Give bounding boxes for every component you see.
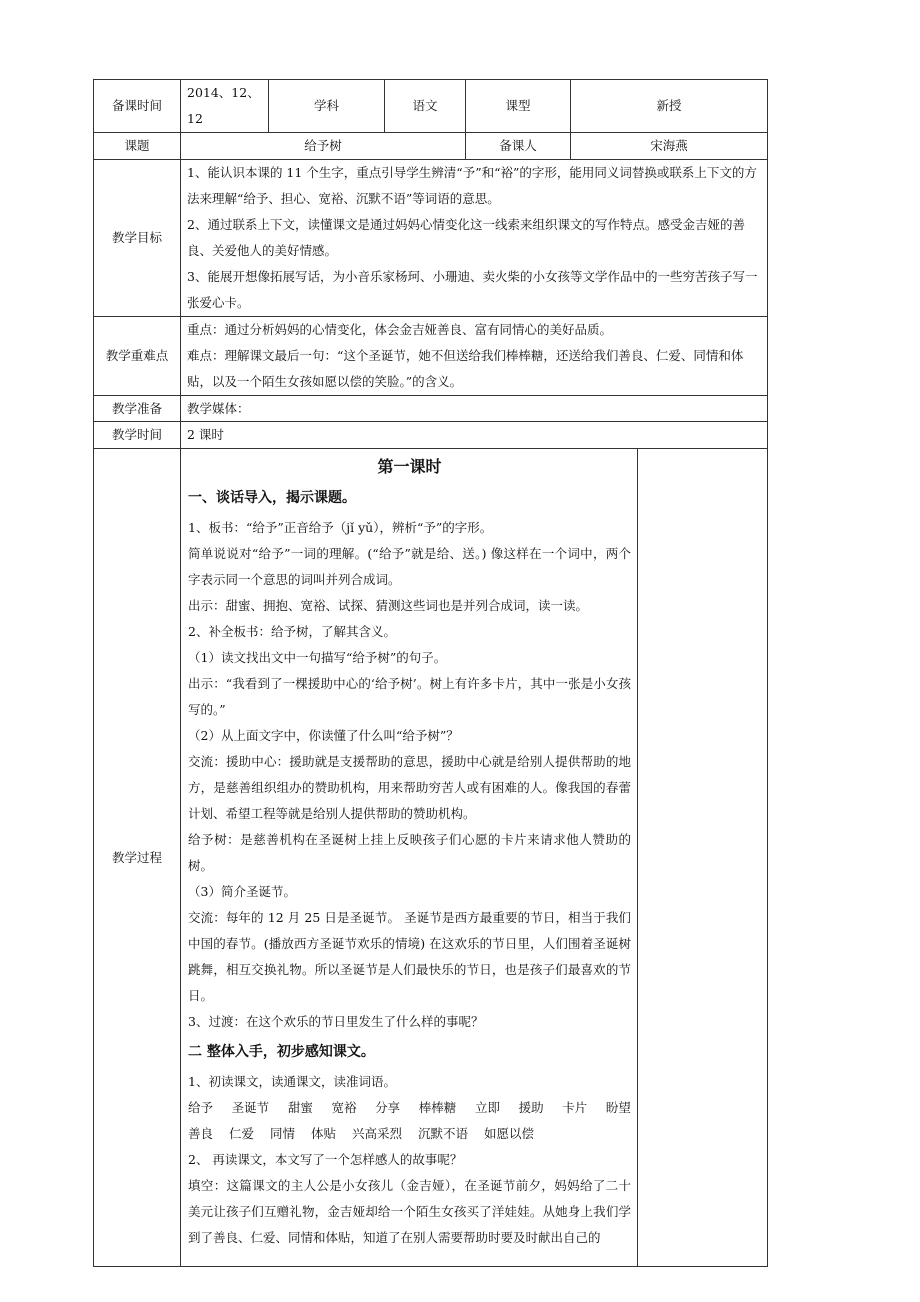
goal-line: 2、通过联系上下文，读懂课文是通过妈妈心情变化这一线索来组织课文的写作特点。感受金吉娅的善良、关爱他人的美好情感。 bbox=[187, 217, 745, 258]
section1-title: 一、谈话导入，揭示课题。 bbox=[188, 490, 356, 506]
header-row bbox=[94, 80, 768, 133]
vocab-word: 仁爱 bbox=[229, 1126, 255, 1141]
vocab-row-2 bbox=[188, 1121, 631, 1147]
lesson-title: 第一课时 bbox=[377, 457, 442, 476]
process-line: 交流：援助中心：援助就是支援帮助的意思，援助中心就是给别人提供帮助的地方，是慈善组织组办的赞助机构，用来帮助穷苦人或有困难的人。像我国的春蕾计划、希望工程等就是给别人提供帮助的赞助机构。 bbox=[188, 754, 631, 821]
goals-label: 教学目标 bbox=[94, 160, 181, 317]
vocab-word: 如愿以偿 bbox=[484, 1126, 535, 1141]
vocab-word: 援助 bbox=[518, 1100, 544, 1115]
goal-line: 1、能认识本课的 11 个生字，重点引导学生辨清“予”和“裕”的字形，能用同义词替换或联系上下文的方法来理解“给予、担心、宽裕、沉默不语”等词语的意思。 bbox=[187, 165, 757, 206]
subject-value: 语文 bbox=[385, 80, 466, 133]
lesson-plan-table bbox=[93, 79, 768, 1267]
process-cell bbox=[181, 449, 768, 1267]
vocab-word: 沉默不语 bbox=[418, 1126, 469, 1141]
prep-label: 教学准备 bbox=[94, 396, 181, 422]
keypoints-label: 教学重难点 bbox=[94, 317, 181, 396]
keypoints-content bbox=[181, 317, 768, 396]
vocab-word: 体贴 bbox=[311, 1126, 337, 1141]
date-value: 2014、12、12 bbox=[181, 80, 269, 133]
keypoint-line: 难点：理解课文最后一句：“这个圣诞节，她不但送给我们棒棒糖，还送给我们善良、仁爱、同情和体贴，以及一个陌生女孩如愿以偿的笑脸。”的含义。 bbox=[187, 348, 744, 389]
process-line: （3）简介圣诞节。 bbox=[188, 884, 296, 899]
keypoint-line: 重点：通过分析妈妈的心情变化，体会金吉娅善良、富有同情心的美好品质。 bbox=[187, 322, 613, 337]
process-line: 3、过渡：在这个欢乐的节日里发生了什么样的事呢？ bbox=[188, 1014, 484, 1029]
goals-content bbox=[181, 160, 768, 317]
process-line: 1、初读课文，读通课文，读准词语。 bbox=[188, 1074, 396, 1089]
vocab-word: 棒棒糖 bbox=[418, 1100, 457, 1115]
topic-label: 课题 bbox=[94, 133, 181, 160]
type-label: 课型 bbox=[466, 80, 571, 133]
process-line: （2）从上面文字中，你读懂了什么叫“给予树”？ bbox=[188, 728, 459, 743]
vocab-word: 卡片 bbox=[562, 1100, 588, 1115]
process-line: 2、 再读课文，本文写了一个怎样感人的故事呢？ bbox=[188, 1152, 463, 1167]
type-value: 新授 bbox=[571, 80, 768, 133]
vocab-word: 盼望 bbox=[605, 1100, 631, 1115]
process-line: （1）读文找出文中一句描写“给予树”的句子。 bbox=[188, 650, 447, 665]
date-label: 备课时间 bbox=[94, 80, 181, 133]
vocab-word: 圣诞节 bbox=[231, 1100, 270, 1115]
vocab-word: 立即 bbox=[474, 1100, 500, 1115]
process-side-column bbox=[638, 449, 767, 1266]
process-label: 教学过程 bbox=[94, 449, 181, 1267]
process-line: 交流：每年的 12 月 25 日是圣诞节。 圣诞节是西方最重要的节日，相当于我们中国的春节。(播放西方圣诞节欢乐的情境) 在这欢乐的节日里，人们围着圣诞树跳舞，相互交换礼物。所以圣诞节是人们最快乐的节日，也是孩子们最喜欢的节日。 bbox=[188, 910, 631, 1003]
subject-label: 学科 bbox=[269, 80, 385, 133]
vocab-word: 甜蜜 bbox=[287, 1100, 313, 1115]
process-line: 给予树：是慈善机构在圣诞树上挂上反映孩子们心愿的卡片来请求他人赞助的树。 bbox=[188, 832, 631, 873]
vocab-word: 同情 bbox=[270, 1126, 296, 1141]
prep-row bbox=[94, 396, 768, 422]
process-row bbox=[94, 449, 768, 1267]
section2-title: 二 整体入手，初步感知课文。 bbox=[188, 1044, 375, 1060]
process-line: 出示：“我看到了一棵援助中心的‘给予树’。树上有许多卡片，其中一张是小女孩写的。” bbox=[188, 676, 631, 717]
vocab-word: 给予 bbox=[188, 1100, 214, 1115]
vocab-word: 善良 bbox=[188, 1126, 214, 1141]
goal-line: 3、能展开想像拓展写话，为小音乐家杨珂、小珊迪、卖火柴的小女孩等文学作品中的一些穷苦孩子写一张爱心卡。 bbox=[187, 269, 758, 310]
vocab-row-1 bbox=[188, 1095, 631, 1121]
process-line: 2、补全板书：给予树，了解其含义。 bbox=[188, 624, 396, 639]
process-body bbox=[181, 449, 767, 1266]
time-row bbox=[94, 422, 768, 449]
prep-value: 教学媒体： bbox=[181, 396, 768, 422]
vocab-word: 宽裕 bbox=[331, 1100, 357, 1115]
keypoints-row bbox=[94, 317, 768, 396]
process-line: 简单说说对“给予”一词的理解。(“给予”就是给、送。) 像这样在一个词中，两个字表示同一个意思的词叫并列合成词。 bbox=[188, 546, 631, 587]
process-line: 1、板书：“给予”正音给予（jǐ yǔ），辨析“予”的字形。 bbox=[188, 520, 493, 535]
teacher-label: 备课人 bbox=[466, 133, 571, 160]
topic-value: 给予树 bbox=[181, 133, 466, 160]
topic-row bbox=[94, 133, 768, 160]
time-label: 教学时间 bbox=[94, 422, 181, 449]
process-main bbox=[181, 449, 638, 1266]
process-line: 填空：这篇课文的主人公是小女孩儿（金吉娅），在圣诞节前夕，妈妈给了二十美元让孩子们互赠礼物，金吉娅却给一个陌生女孩买了洋娃娃。从她身上我们学到了善良、仁爱、同情和体贴，知道了在别人需要帮助时要及时献出自己的 bbox=[188, 1178, 631, 1245]
goals-row bbox=[94, 160, 768, 317]
vocab-word: 兴高采烈 bbox=[352, 1126, 403, 1141]
time-value: 2 课时 bbox=[181, 422, 768, 449]
process-line: 出示：甜蜜、拥抱、宽裕、试探、猜测这些词也是并列合成词，读一读。 bbox=[188, 598, 589, 613]
teacher-value: 宋海燕 bbox=[571, 133, 768, 160]
vocab-word: 分享 bbox=[375, 1100, 401, 1115]
